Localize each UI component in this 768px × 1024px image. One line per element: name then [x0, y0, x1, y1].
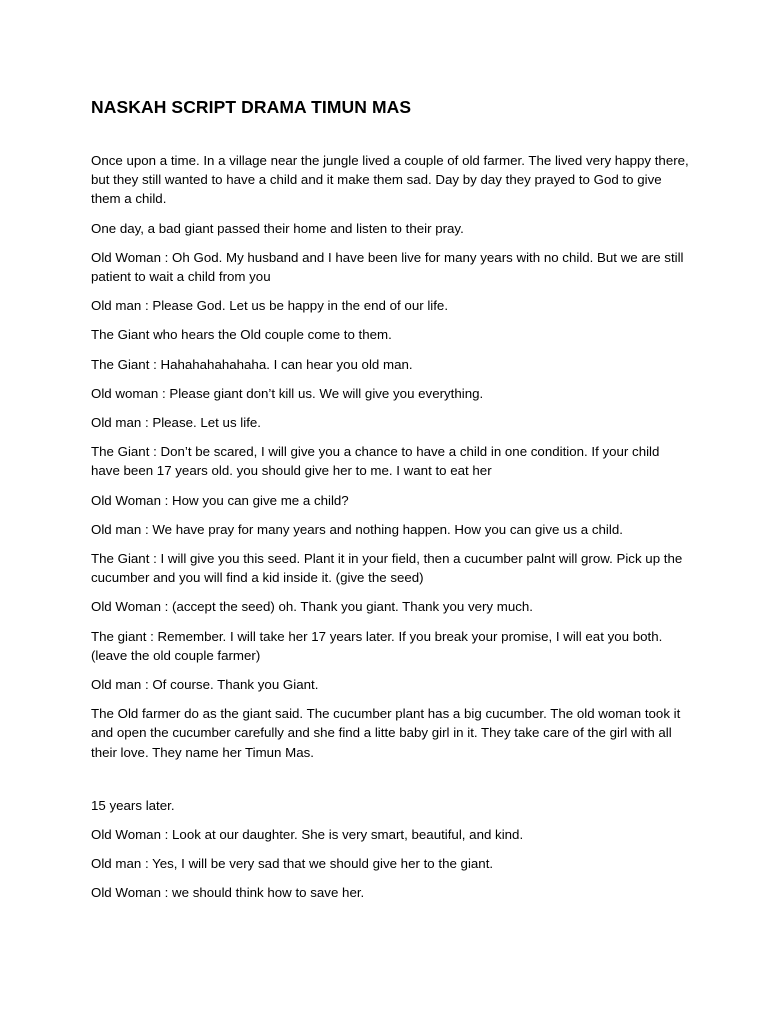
- paragraph: Old Woman : we should think how to save her.: [91, 885, 365, 901]
- paragraph: The Giant : I will give you this seed. Plant it in your field, then a cucumber palnt will grow. Pick up the cucumber and you will find a kid inside it. (give the seed): [91, 551, 683, 586]
- paragraph: The Giant : Don’t be scared, I will give you a chance to have a child in one condition. If your child have been 17 years old. you should give her to me. I want to eat her: [91, 444, 660, 479]
- paragraph: Old man : We have pray for many years and nothing happen. How you can give us a child.: [91, 521, 623, 537]
- document-page: [91, 96, 691, 913]
- paragraph: Old man : Of course. Thank you Giant.: [91, 677, 319, 693]
- paragraph: Old man : Please God. Let us be happy in the end of our life.: [91, 298, 449, 314]
- paragraph: Once upon a time. In a village near the jungle lived a couple of old farmer. The lived very happy there, but they still wanted to have a child and it make them sad. Day by day they prayed to God to give them a child.: [91, 153, 689, 207]
- paragraph: Old man : Please. Let us life.: [91, 415, 261, 431]
- paragraph: Old woman : Please giant don’t kill us. We will give you everything.: [91, 385, 484, 401]
- paragraph: One day, a bad giant passed their home and listen to their pray.: [91, 220, 464, 236]
- paragraph: The Old farmer do as the giant said. The cucumber plant has a big cucumber. The old woman took it and open the cucumber carefully and she find a litte baby girl in it. They take care of the girl with all their love. They name her Timun Mas.: [91, 706, 681, 760]
- paragraph: Old Woman : (accept the seed) oh. Thank you giant. Thank you very much.: [91, 599, 533, 615]
- paragraph: The Giant : Hahahahahahaha. I can hear you old man.: [91, 356, 413, 372]
- blank-line: [91, 772, 691, 796]
- paragraph: Old man : Yes, I will be very sad that we should give her to the giant.: [91, 856, 494, 872]
- paragraph: Old Woman : Look at our daughter. She is very smart, beautiful, and kind.: [91, 827, 524, 843]
- paragraph: 15 years later.: [91, 797, 175, 813]
- paragraph: The Giant who hears the Old couple come to them.: [91, 327, 392, 343]
- paragraph: The giant : Remember. I will take her 17 years later. If you break your promise, I will eat you both. (leave the old couple farmer): [91, 628, 663, 663]
- paragraph: Old Woman : Oh God. My husband and I have been live for many years with no child. But we are still patient to wait a child from you: [91, 249, 684, 285]
- document-title: NASKAH SCRIPT DRAMA TIMUN MAS: [91, 97, 412, 117]
- paragraph: Old Woman : How you can give me a child?: [91, 492, 349, 508]
